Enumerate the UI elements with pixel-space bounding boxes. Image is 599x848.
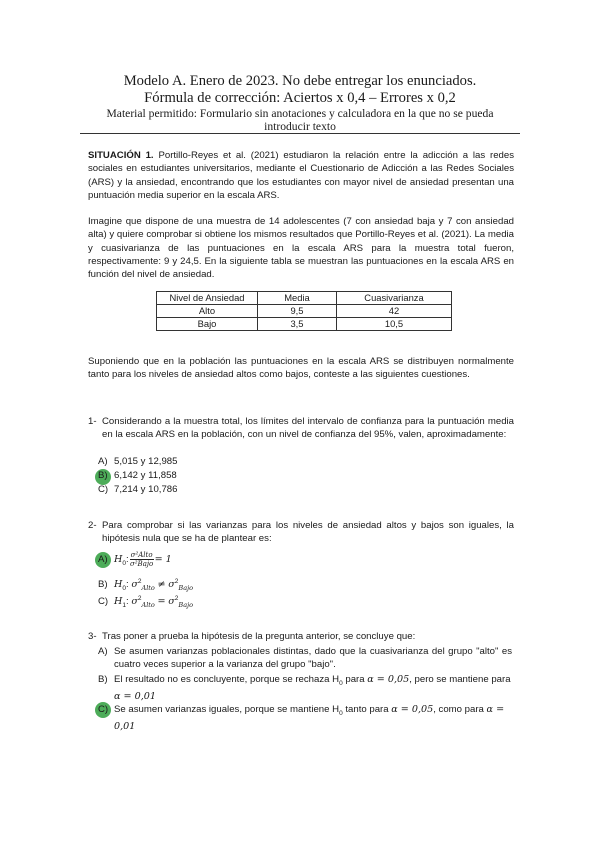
table-row — [157, 318, 452, 331]
question-3 — [88, 630, 514, 643]
table-row — [157, 305, 452, 318]
question-text: Para comprobar si las varianzas para los niveles de ansiedad altos y bajos son iguales, la hipótesis nula que se ha de plantear es: — [102, 520, 514, 545]
option-1c — [98, 483, 177, 496]
table-cell: Bajo — [157, 318, 258, 331]
situation-paragraph-3: Suponiendo que en la población las puntuaciones en la escala ARS se distribuyen normalmente tanto para los niveles de ansiedad altos como bajos, conteste a las siguientes cuestiones. — [88, 356, 514, 381]
option-letter: A) — [98, 554, 108, 566]
option-2b: B) $H_0$: $\sigma^2_{Alto} \ne \sigma^2_{Bajo}$ — [98, 578, 194, 593]
option-text: Se asumen varianzas poblacionales distintas, dado que la cuasivarianza del grupo "alto" es cuatro veces superior a la varianza del grupo "bajo". — [114, 646, 512, 670]
option-letter: B) — [98, 579, 108, 591]
option-1b — [98, 469, 177, 482]
math-sigma: σ — [168, 596, 175, 608]
math-sub: 0 — [122, 585, 126, 593]
header-title: Modelo A. Enero de 2023. No debe entregar los enunciados. — [123, 73, 477, 89]
option-text — [114, 703, 512, 733]
math-alpha: α = 0,01 — [114, 704, 505, 732]
option-letter: A) — [98, 646, 108, 657]
option-2a: A) $H_0$: $\frac{\text{σ²Alto}}{\text{σ²Bajo}}$ = 1 — [98, 551, 172, 568]
table-header: Cuasivarianza — [337, 292, 452, 305]
math-sigma: σ — [131, 579, 138, 591]
option-letter: C) — [98, 704, 109, 715]
option-letter: A) — [98, 456, 108, 467]
option-text-part: Se asumen varianzas iguales, porque se mantiene H — [114, 704, 340, 715]
situation-p1-text: Portillo-Reyes et al. (2021) estudiaron la relación entre la adicción a las redes sociales en estudiantes universitarios, mediante el Cuestionario de Adicción a las Redes Sociales (ARS) y la ansiedad, encontrando que los estudiantes con mayor nivel de ansiedad presentan una puntuación media superior en la escala ARS. — [88, 150, 515, 201]
table-cell: 3,5 — [258, 318, 337, 331]
math-sub: Alto — [141, 584, 155, 593]
option-text — [114, 673, 512, 703]
situation-paragraph-2: Imagine que dispone de una muestra de 14 adolescentes (7 con ansiedad baja y 7 con ansiedad alta) y quiere comprobar si obtiene los mismos resultados que Portillo-Reyes et al. (2021). La media y cuasivarianza de las puntuaciones en la escala ARS para la muestra total fueron, respectivamente: 9 y 24,5. En la siguiente tabla se muestran las puntuaciones en la escala ARS en función del nivel de ansiedad. — [88, 216, 514, 281]
question-number: 1- — [88, 416, 97, 427]
option-text-part: El resultado no es concluyente, porque se rechaza H — [114, 674, 340, 685]
option-text-part: para — [342, 674, 368, 685]
math-sub: Bajo — [178, 601, 194, 610]
table-cell: 42 — [337, 305, 452, 318]
option-letter: C) — [98, 484, 109, 495]
header-divider — [80, 133, 520, 134]
question-number: 3- — [88, 631, 97, 642]
variance-ratio — [130, 551, 154, 568]
question-2 — [88, 519, 514, 546]
question-text: Considerando a la muestra total, los límites del intervalo de confianza para la puntuación media en la escala ARS en la población, con un nivel de confianza del 95%, valen, aproximadamente: — [102, 416, 514, 441]
table-cell: 10,5 — [337, 318, 452, 331]
question-number: 2- — [88, 520, 97, 531]
option-3b — [98, 673, 514, 703]
header-material-line2: introducir texto — [264, 120, 336, 133]
math-h: H — [114, 579, 123, 591]
header-material-line1: Material permitido: Formulario sin anotaciones y calculadora en la que no se pueda — [106, 107, 494, 120]
table-cell: Alto — [157, 305, 258, 318]
option-3a — [98, 645, 514, 671]
math-rhs: = 1 — [154, 554, 172, 566]
option-text-part: , como para — [433, 704, 487, 715]
math-op: = — [157, 596, 166, 608]
header-formula: Fórmula de corrección: Aciertos x 0,4 – Errores x 0,2 — [144, 90, 456, 106]
math-sub: 0 — [122, 559, 126, 567]
option-text: 5,015 y 12,985 — [114, 456, 178, 467]
option-1a — [98, 455, 177, 468]
option-text-part: tanto para — [342, 704, 392, 715]
math-sub: 1 — [122, 602, 126, 610]
table-header: Media — [258, 292, 337, 305]
math-h: H — [114, 596, 123, 608]
scores-table — [156, 291, 452, 331]
question-1 — [88, 415, 514, 442]
math-alpha: α = 0,05 — [391, 704, 434, 715]
situation-paragraph-1 — [88, 149, 514, 202]
table-header-row — [157, 292, 452, 305]
situation-label: SITUACIÓN 1. — [88, 150, 154, 161]
math-sub: Bajo — [178, 584, 194, 593]
option-text: 7,214 y 10,786 — [114, 484, 178, 495]
option-text: 6,142 y 11,858 — [114, 470, 177, 481]
table-cell: 9,5 — [258, 305, 337, 318]
math-sub: 0 — [339, 679, 343, 687]
math-op: ≠ — [157, 579, 166, 591]
math-h: H — [114, 554, 123, 566]
question-text: Tras poner a prueba la hipótesis de la pregunta anterior, se concluye que: — [102, 631, 416, 642]
math-alpha: α = 0,01 — [114, 690, 156, 702]
option-3c — [98, 703, 514, 733]
option-letter: B) — [98, 470, 108, 481]
math-alpha: α = 0,05 — [367, 674, 410, 685]
table-header: Nivel de Ansiedad — [157, 292, 258, 305]
option-letter: B) — [98, 674, 108, 685]
math-sigma: σ — [168, 579, 175, 591]
math-sub: 0 — [339, 709, 343, 717]
header-material — [80, 107, 520, 133]
math-sub: Alto — [141, 601, 155, 610]
math-sigma: σ — [131, 596, 138, 608]
ratio-denominator: σ²Bajo — [129, 560, 154, 568]
option-letter: C) — [98, 596, 109, 608]
option-text-part: , pero se mantiene para — [409, 674, 511, 685]
option-2c: C) $H_1$: $\sigma^2_{Alto} = \sigma^2_{Bajo}$ — [98, 595, 194, 610]
ratio-numerator: σ²Alto — [130, 551, 153, 559]
